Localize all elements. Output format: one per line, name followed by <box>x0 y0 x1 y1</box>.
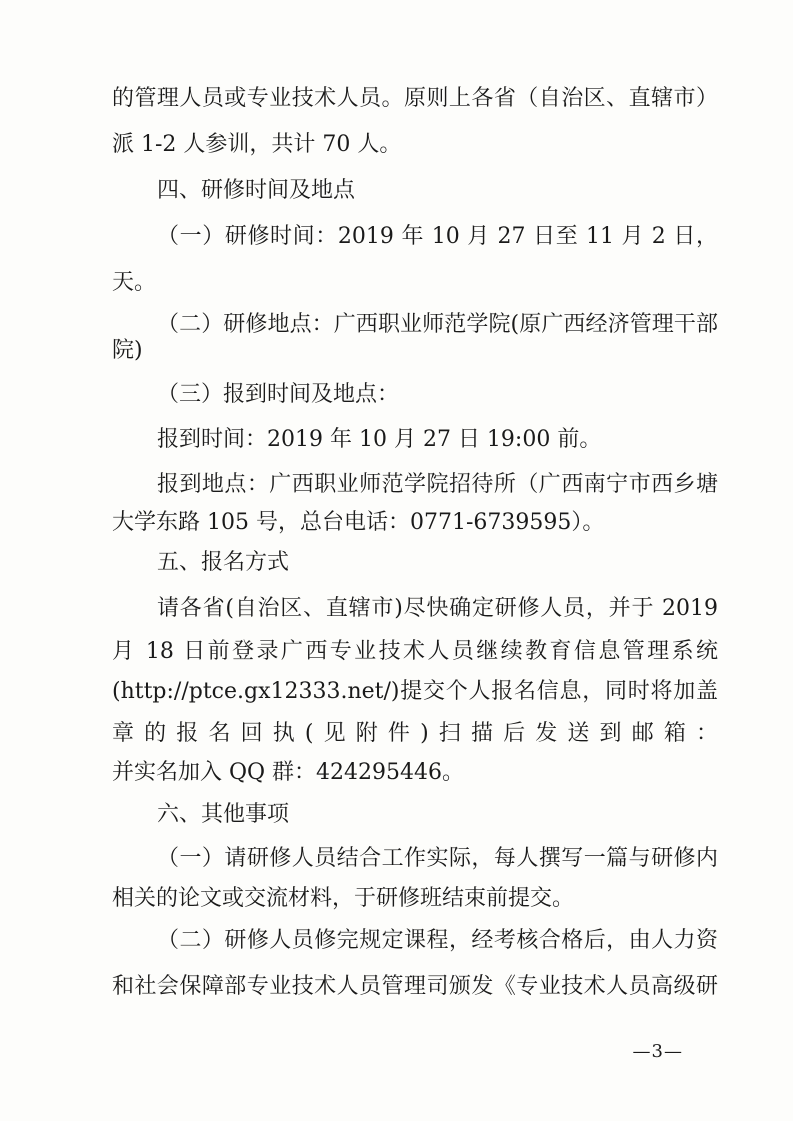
paragraph-line: 并实名加入 QQ 群：424295446。 <box>112 760 465 785</box>
paragraph-line: 请各省(自治区、直辖市)尽快确定研修人员，并于 2019 <box>157 596 718 621</box>
paragraph-line: （二）研修人员修完规定课程，经考核合格后，由人力资 <box>157 928 718 953</box>
paragraph-line: 报到地点：广西职业师范学院招待所（广西南宁市西乡塘 <box>157 472 718 497</box>
paragraph-line: 报到时间：2019 年 10 月 27 日 19:00 前。 <box>157 427 602 452</box>
page-number: —3— <box>632 1041 683 1062</box>
paragraph-line: （一）请研修人员结合工作实际，每人撰写一篇与研修内 <box>157 846 718 871</box>
paragraph-line: 相关的论文或交流材料，于研修班结束前提交。 <box>112 886 575 911</box>
paragraph-line: （三）报到时间及地点： <box>157 382 400 407</box>
paragraph-line: 月 18 日前登录广西专业技术人员继续教育信息管理系统 <box>112 639 718 664</box>
section-heading: 六、其他事项 <box>157 802 290 827</box>
section-heading: 四、研修时间及地点 <box>157 178 356 203</box>
section-heading: 五、报名方式 <box>157 550 290 575</box>
paragraph-line: 章的报名回执(见附件)扫描后发送到邮箱： <box>112 721 718 746</box>
paragraph-line: 院) <box>112 338 143 363</box>
paragraph-line: （一）研修时间：2019 年 10 月 27 日至 11 月 2 日， <box>157 224 718 249</box>
paragraph-line: (http://ptce.gx12333.net/)提交个人报名信息，同时将加盖 <box>112 679 718 704</box>
paragraph-line: （二）研修地点：广西职业师范学院(原广西经济管理干部 <box>157 312 718 337</box>
paragraph-line: 天。 <box>112 270 157 295</box>
paragraph-line: 和社会保障部专业技术人员管理司颁发《专业技术人员高级研 <box>112 974 718 999</box>
paragraph-line: 大学东路 105 号，总台电话：0771-6739595）。 <box>112 510 605 535</box>
paragraph-line: 的管理人员或专业技术人员。原则上各省（自治区、直辖市） <box>112 86 718 111</box>
paragraph-line: 派 1-2 人参训，共计 70 人。 <box>112 132 402 157</box>
